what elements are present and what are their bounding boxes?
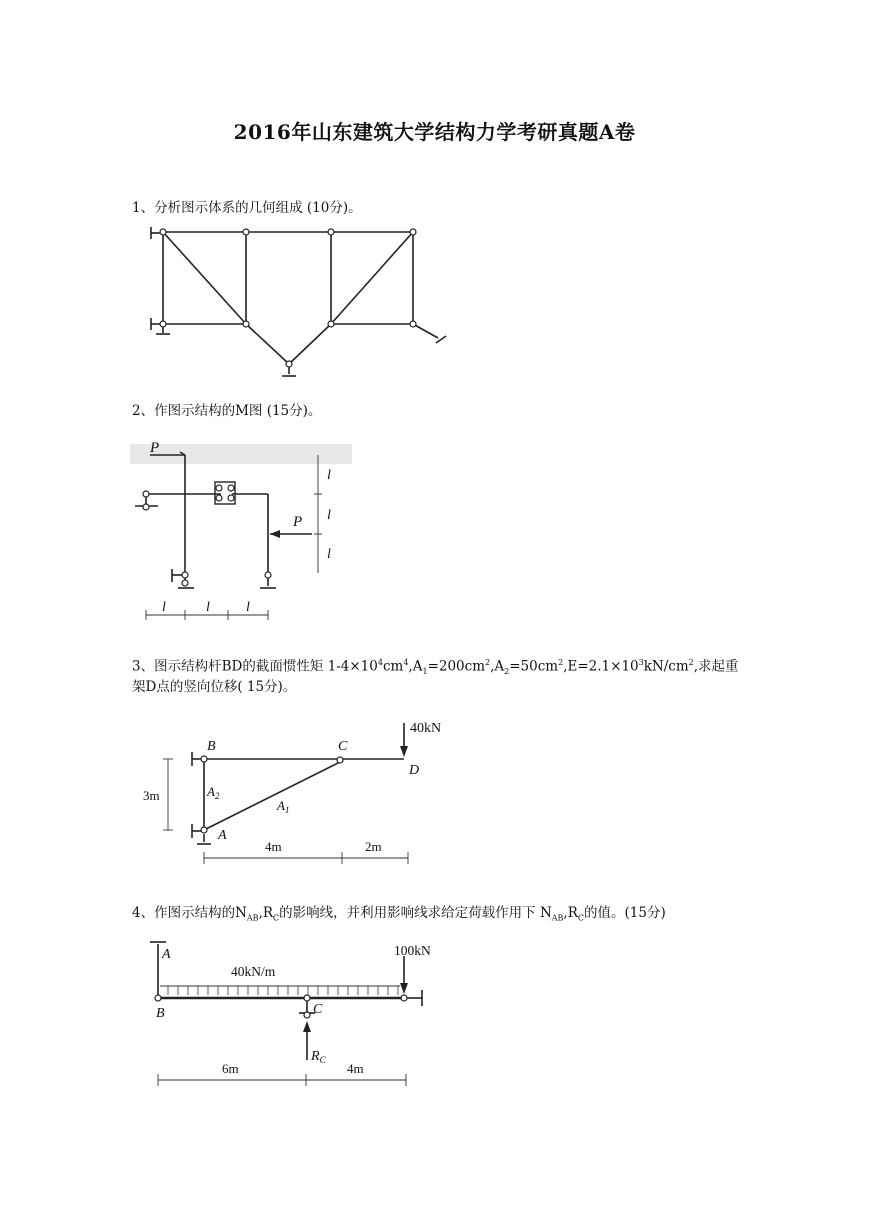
dim-2m: 2m <box>365 839 382 854</box>
page-title: 2016年山东建筑大学结构力学考研真题A卷 <box>233 120 636 144</box>
load-p-right: P <box>293 514 303 530</box>
load-40kn: 40kN <box>410 721 442 736</box>
dim-3m: 3m <box>143 788 160 803</box>
node-label-a: A <box>218 828 227 843</box>
question-3-line-1: 3、图示结构杆BD的截面惯性矩 $1-4\times 10^4cm^4,A_1=200cm^2,A_2=50cm^2,E=2.1\times 10^3kN/cm^2$,求起重 <box>132 658 739 677</box>
node-label-c: C <box>313 1002 323 1017</box>
distributed-load <box>160 986 400 995</box>
question-1-text: 1、分析图示体系的几何组成 (10分)。 <box>132 200 362 216</box>
dim-4m: 4m <box>265 839 282 854</box>
node-label-d: D <box>409 763 420 778</box>
udl-arrows <box>168 986 398 995</box>
question-4-text: 4、作图示结构的$N_{AB},R_C$的影响线，并利用影响线求给定荷载作用下 $N_{AB},R_C$的值。(15分) <box>132 905 666 923</box>
area-label-a1: $A_1$ <box>277 798 290 815</box>
udl-label: 40kN/m <box>231 964 276 979</box>
dim-4m: 4m <box>347 1061 364 1076</box>
dim-6m: 6m <box>222 1061 239 1076</box>
question-2-text: 2、作图示结构的M图 (15分)。 <box>132 403 322 419</box>
dim-l-2: l <box>327 508 331 523</box>
point-load-label: 100kN <box>394 943 431 958</box>
dim-l-3: l <box>327 547 331 562</box>
dim-l-6: l <box>246 600 250 615</box>
dim-l-1: l <box>327 468 331 483</box>
reaction-label: $R_C$ <box>311 1049 326 1065</box>
beam-dimensions <box>158 1074 406 1086</box>
dim-l-5: l <box>206 600 210 615</box>
load-p-top: P <box>150 440 160 456</box>
node-label-c: C <box>338 739 348 754</box>
node-label-b: B <box>207 739 216 754</box>
node-label-b: B <box>156 1006 165 1021</box>
node-label-a: A <box>162 947 171 962</box>
area-label-a2: $A_2$ <box>207 784 220 801</box>
dim-l-4: l <box>162 600 166 615</box>
question-3-line-2: 架D点的竖向位移( 15分)。 <box>132 679 297 695</box>
beam-members <box>150 942 422 1060</box>
